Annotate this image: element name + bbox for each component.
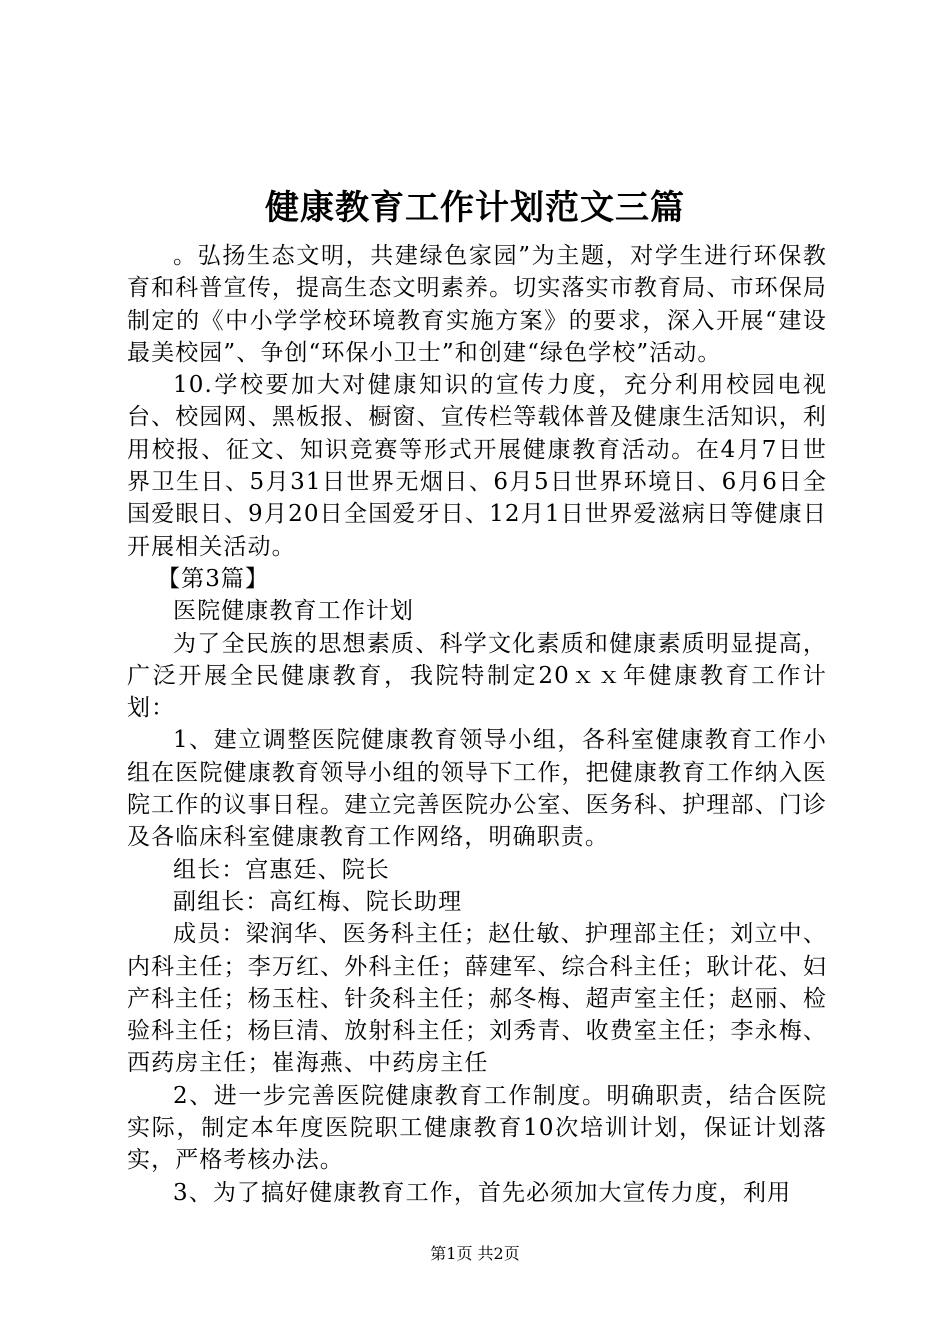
paragraph-deputy-leader: 副组长：高红梅、院长助理 xyxy=(173,888,463,915)
page-footer: 第1页 共2页 xyxy=(430,1244,520,1263)
paragraph-leader: 组长：宫惠廷、院长 xyxy=(173,856,390,883)
paragraph-item-3: 3、为了搞好健康教育工作，首先必须加大宣传力度，利用 xyxy=(173,1179,792,1206)
paragraph-item-1: 1、建立调整医院健康教育领导小组，各科室健康教育工作小组在医院健康教育领导小组的领导下工作，把健康教育工作纳入医院工作的议事日程。建立完善医院办公室、医务科、护理部、门诊及各临床科室健康教育工作网络，明确职责。 xyxy=(127,727,827,851)
document-title: 健康教育工作计划范文三篇 xyxy=(265,188,685,228)
paragraph-members: 成员：梁润华、医务科主任；赵仕敏、护理部主任；刘立中、内科主任；李万红、外科主任；薛建军、综合科主任；耿计花、妇产科主任；杨玉柱、针灸科主任；郝冬梅、超声室主任；赵丽、检验科主任；杨巨清、放射科主任；刘秀青、收费室主任；李永梅、西药房主任；崔海燕、中药房主任 xyxy=(127,921,827,1077)
paragraph-intro: 为了全民族的思想素质、科学文化素质和健康素质明显提高，广泛开展全民健康教育，我院特制定20ｘｘ年健康教育工作计划： xyxy=(127,630,827,722)
document-body xyxy=(127,240,827,1209)
paragraph-ecology: 。弘扬生态文明，共建绿色家园”为主题，对学生进行环保教育和科普宣传，提高生态文明素养。切实落实市教育局、市环保局制定的《中小学学校环境教育实施方案》的要求，深入开展“建设最美校园”、争创“环保小卫士”和创建“绿色学校”活动。 xyxy=(127,243,827,366)
subtitle-hospital-plan: 医院健康教育工作计划 xyxy=(173,598,414,625)
paragraph-health-promotion: 10.学校要加大对健康知识的宣传力度，充分利用校园电视台、校园网、黑板报、橱窗、宣传栏等载体普及健康生活知识，利用校报、征文、知识竞赛等形式开展健康教育活动。在4月7日世界卫生日、5月31日世界无烟日、6月5日世界环境日、6月6日全国爱眼日、9月20日全国爱牙日、12月1日世界爱滋病日等健康日开展相关活动。 xyxy=(127,372,827,560)
section-heading-part3: 【第3篇】 xyxy=(157,565,270,592)
paragraph-item-2: 2、进一步完善医院健康教育工作制度。明确职责，结合医院实际，制定本年度医院职工健康教育10次培训计划，保证计划落实，严格考核办法。 xyxy=(127,1082,827,1174)
